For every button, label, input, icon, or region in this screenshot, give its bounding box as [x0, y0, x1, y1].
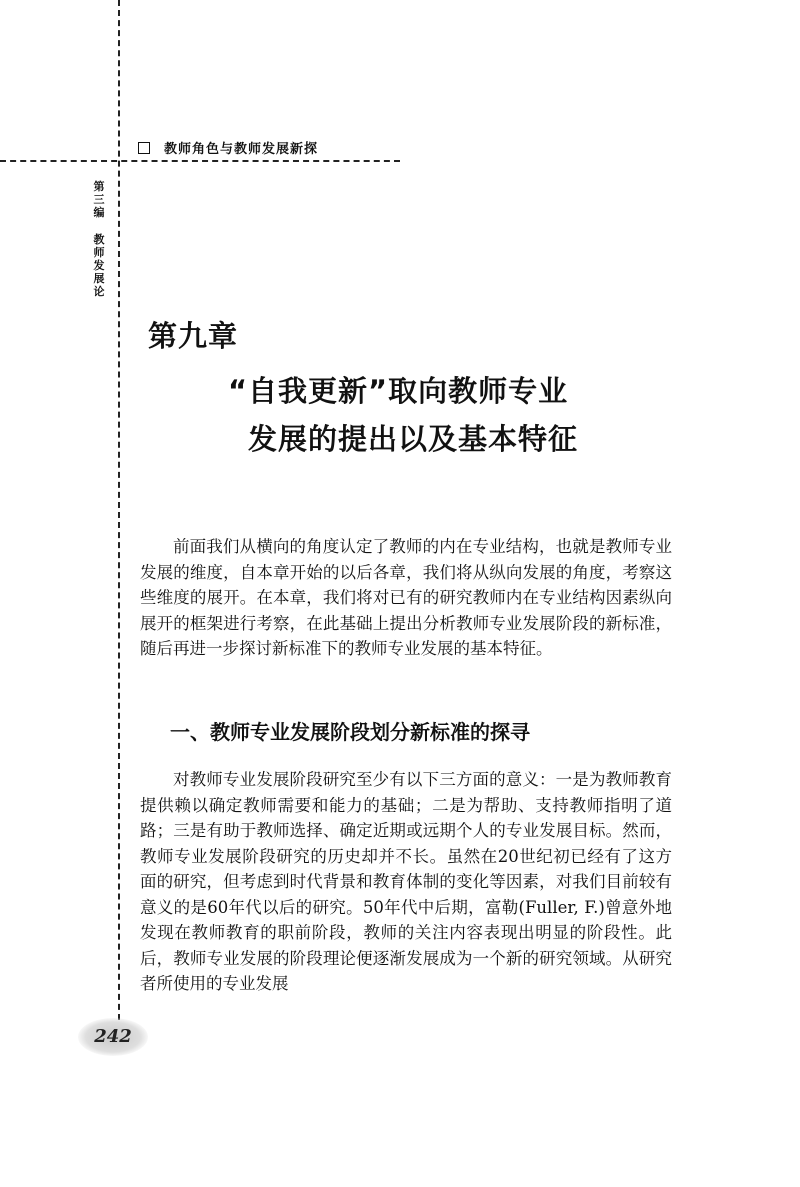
horizontal-dashed-rule — [0, 160, 400, 162]
chapter-title-line-1: “自我更新”取向教师专业 — [228, 374, 569, 408]
chapter-title-line-2: 发展的提出以及基本特征 — [248, 422, 579, 456]
page-number: 242 — [78, 1018, 148, 1056]
part-number: 第三编 — [93, 180, 105, 219]
body-paragraph: 对教师专业发展阶段研究至少有以下三方面的意义：一是为教师教育提供赖以确定教师需要和能力的基础；二是为帮助、支持教师指明了道路；三是有助于教师选择、确定近期或远期个人的专业发展目标。然而，教师专业发展阶段研究的历史却并不长。虽然在20世纪初已经有了这方面的研究，但考虑到时代背景和教育体制的变化等因素，对我们目前较有意义的是60年代以后的研究。50年代中后期，富勒(Fuller, F.)曾意外地发现在教师教育的职前阶段，教师的关注内容表现出明显的阶段性。此后，教师专业发展的阶段理论便逐渐发展成为一个新的研究领域。从研究者所使用的专业发展 — [140, 770, 672, 993]
side-part-label — [92, 180, 106, 298]
part-title: 教师发展论 — [93, 233, 105, 298]
chapter-label: 第九章 — [148, 319, 239, 353]
section-heading: 一、教师专业发展阶段划分新标准的探寻 — [170, 720, 530, 744]
running-head-title: 教师角色与教师发展新探 — [164, 142, 319, 157]
intro-paragraph: 前面我们从横向的角度认定了教师的内在专业结构，也就是教师专业发展的维度，自本章开始的以后各章，我们将从纵向发展的角度，考察这些维度的展开。在本章，我们将对已有的研究教师内在专业结构因素纵向展开的框架进行考察，在此基础上提出分析教师专业发展阶段的新标准，随后再进一步探讨新标准下的教师专业发展的基本特征。 — [140, 537, 672, 658]
vertical-dashed-rule — [118, 0, 120, 1030]
running-head — [138, 138, 318, 157]
square-bullet-icon — [138, 142, 150, 154]
